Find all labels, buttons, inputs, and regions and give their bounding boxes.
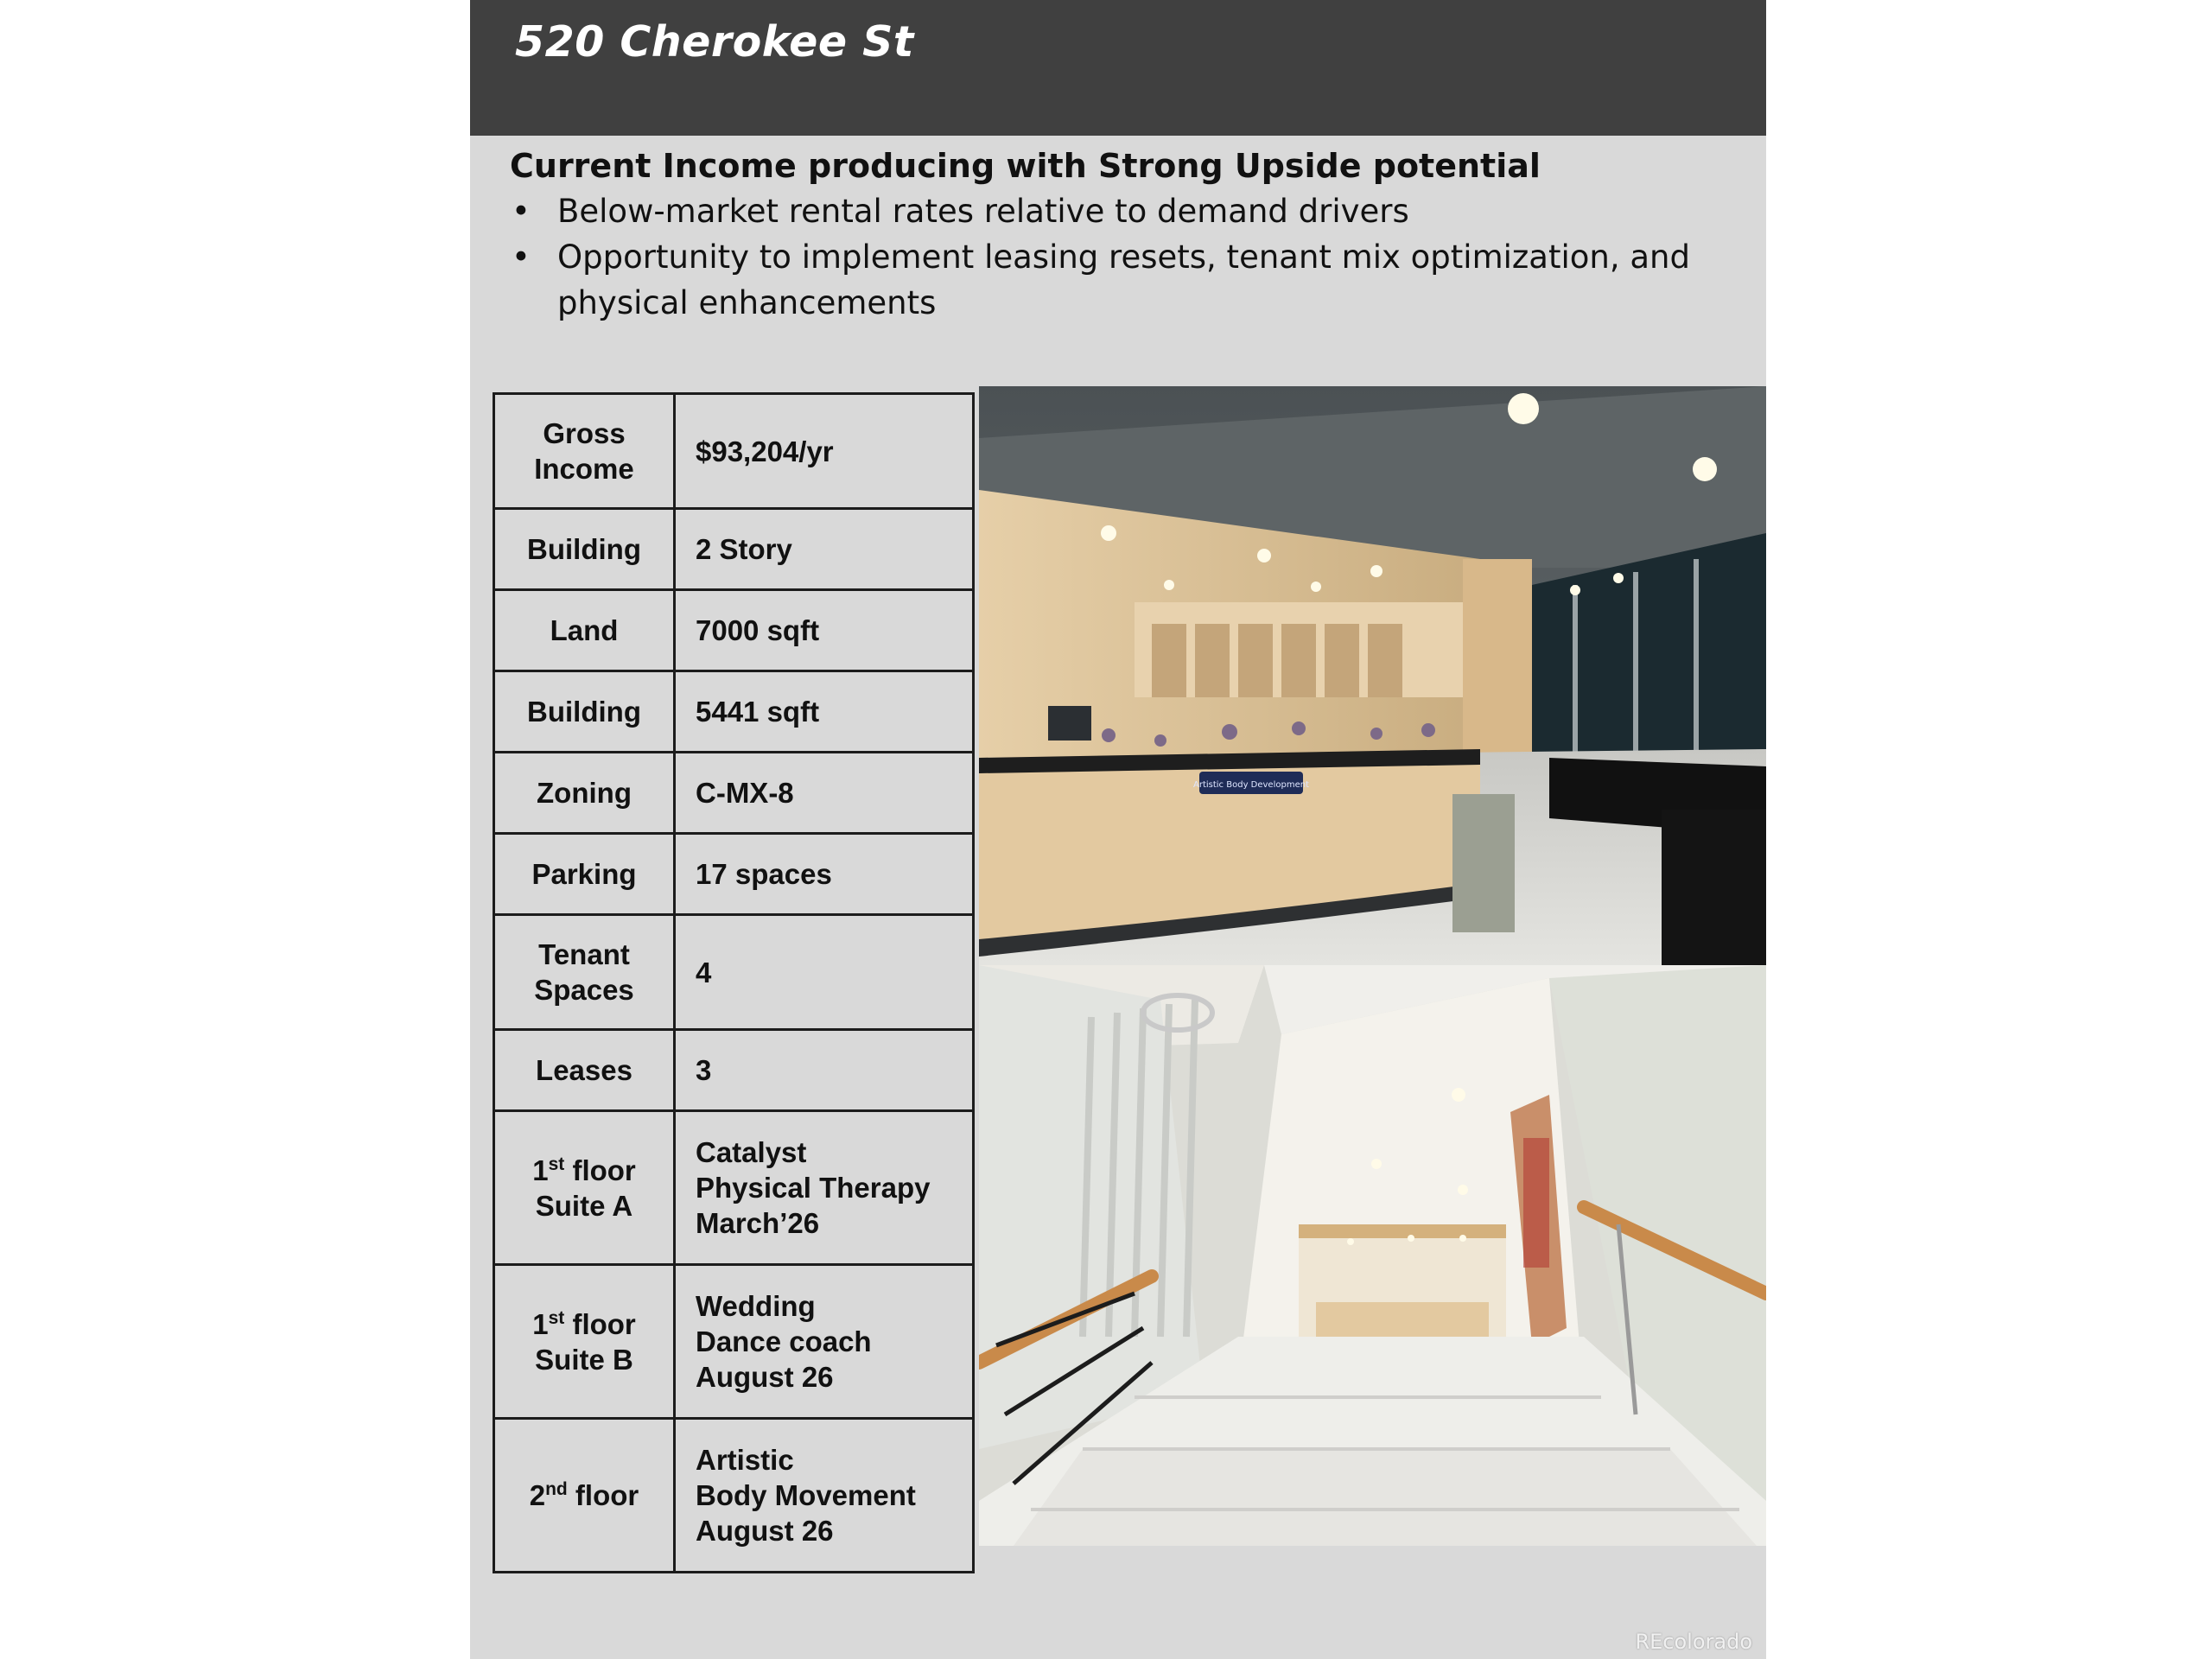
fact-value: 2 Story (675, 509, 974, 590)
bullet-icon: • (512, 238, 531, 276)
fact-label: Parking (494, 834, 675, 915)
fact-value: 5441 sqft (675, 671, 974, 753)
bullet-icon: • (512, 193, 531, 230)
fact-value: Wedding Dance coach August 26 (675, 1265, 974, 1419)
fact-label: Building (494, 509, 675, 590)
mls-watermark: REcolorado (1635, 1630, 1752, 1654)
brochure-page (470, 0, 1766, 1659)
intro-heading: Current Income producing with Strong Upside potential (510, 147, 1541, 185)
table-row (494, 834, 974, 915)
table-row (494, 1030, 974, 1111)
fact-label: Leases (494, 1030, 675, 1111)
table-row (494, 671, 974, 753)
fact-label: Gross Income (494, 394, 675, 509)
fact-label: 1st floor Suite B (494, 1265, 675, 1419)
title-bar (470, 0, 1766, 136)
table-row (494, 394, 974, 509)
fact-value: C-MX-8 (675, 753, 974, 834)
table-row (494, 1265, 974, 1419)
fact-label: 1st floor Suite A (494, 1111, 675, 1265)
listing-title: 520 Cherokee St (515, 17, 914, 67)
table-row (494, 1419, 974, 1573)
table-row (494, 753, 974, 834)
fact-label: Zoning (494, 753, 675, 834)
table-row (494, 509, 974, 590)
property-facts-table (493, 392, 975, 1573)
staircase-photo (979, 965, 1766, 1546)
reception-photo (979, 386, 1766, 965)
bullet-item: • Opportunity to implement leasing resets, tenant mix optimization, and physical enhancements (510, 234, 1737, 326)
fact-value: 3 (675, 1030, 974, 1111)
intro-bullets (510, 188, 1737, 326)
intro-section (510, 143, 1737, 326)
reception-desk-photo-icon (979, 386, 1766, 965)
fact-label: 2nd floor (494, 1419, 675, 1573)
table-row (494, 1111, 974, 1265)
fact-value: 7000 sqft (675, 590, 974, 671)
table-row (494, 590, 974, 671)
fact-label: Building (494, 671, 675, 753)
fact-value: 4 (675, 915, 974, 1030)
staircase-photo-icon (979, 965, 1766, 1546)
table-row (494, 915, 974, 1030)
fact-value: Artistic Body Movement August 26 (675, 1419, 974, 1573)
fact-label: Tenant Spaces (494, 915, 675, 1030)
fact-value: 17 spaces (675, 834, 974, 915)
desk-sign: Artistic Body Development (1193, 780, 1309, 790)
fact-value: Catalyst Physical Therapy March’26 (675, 1111, 974, 1265)
fact-value: $93,204/yr (675, 394, 974, 509)
bullet-item: • Below-market rental rates relative to demand drivers (510, 188, 1737, 234)
fact-label: Land (494, 590, 675, 671)
